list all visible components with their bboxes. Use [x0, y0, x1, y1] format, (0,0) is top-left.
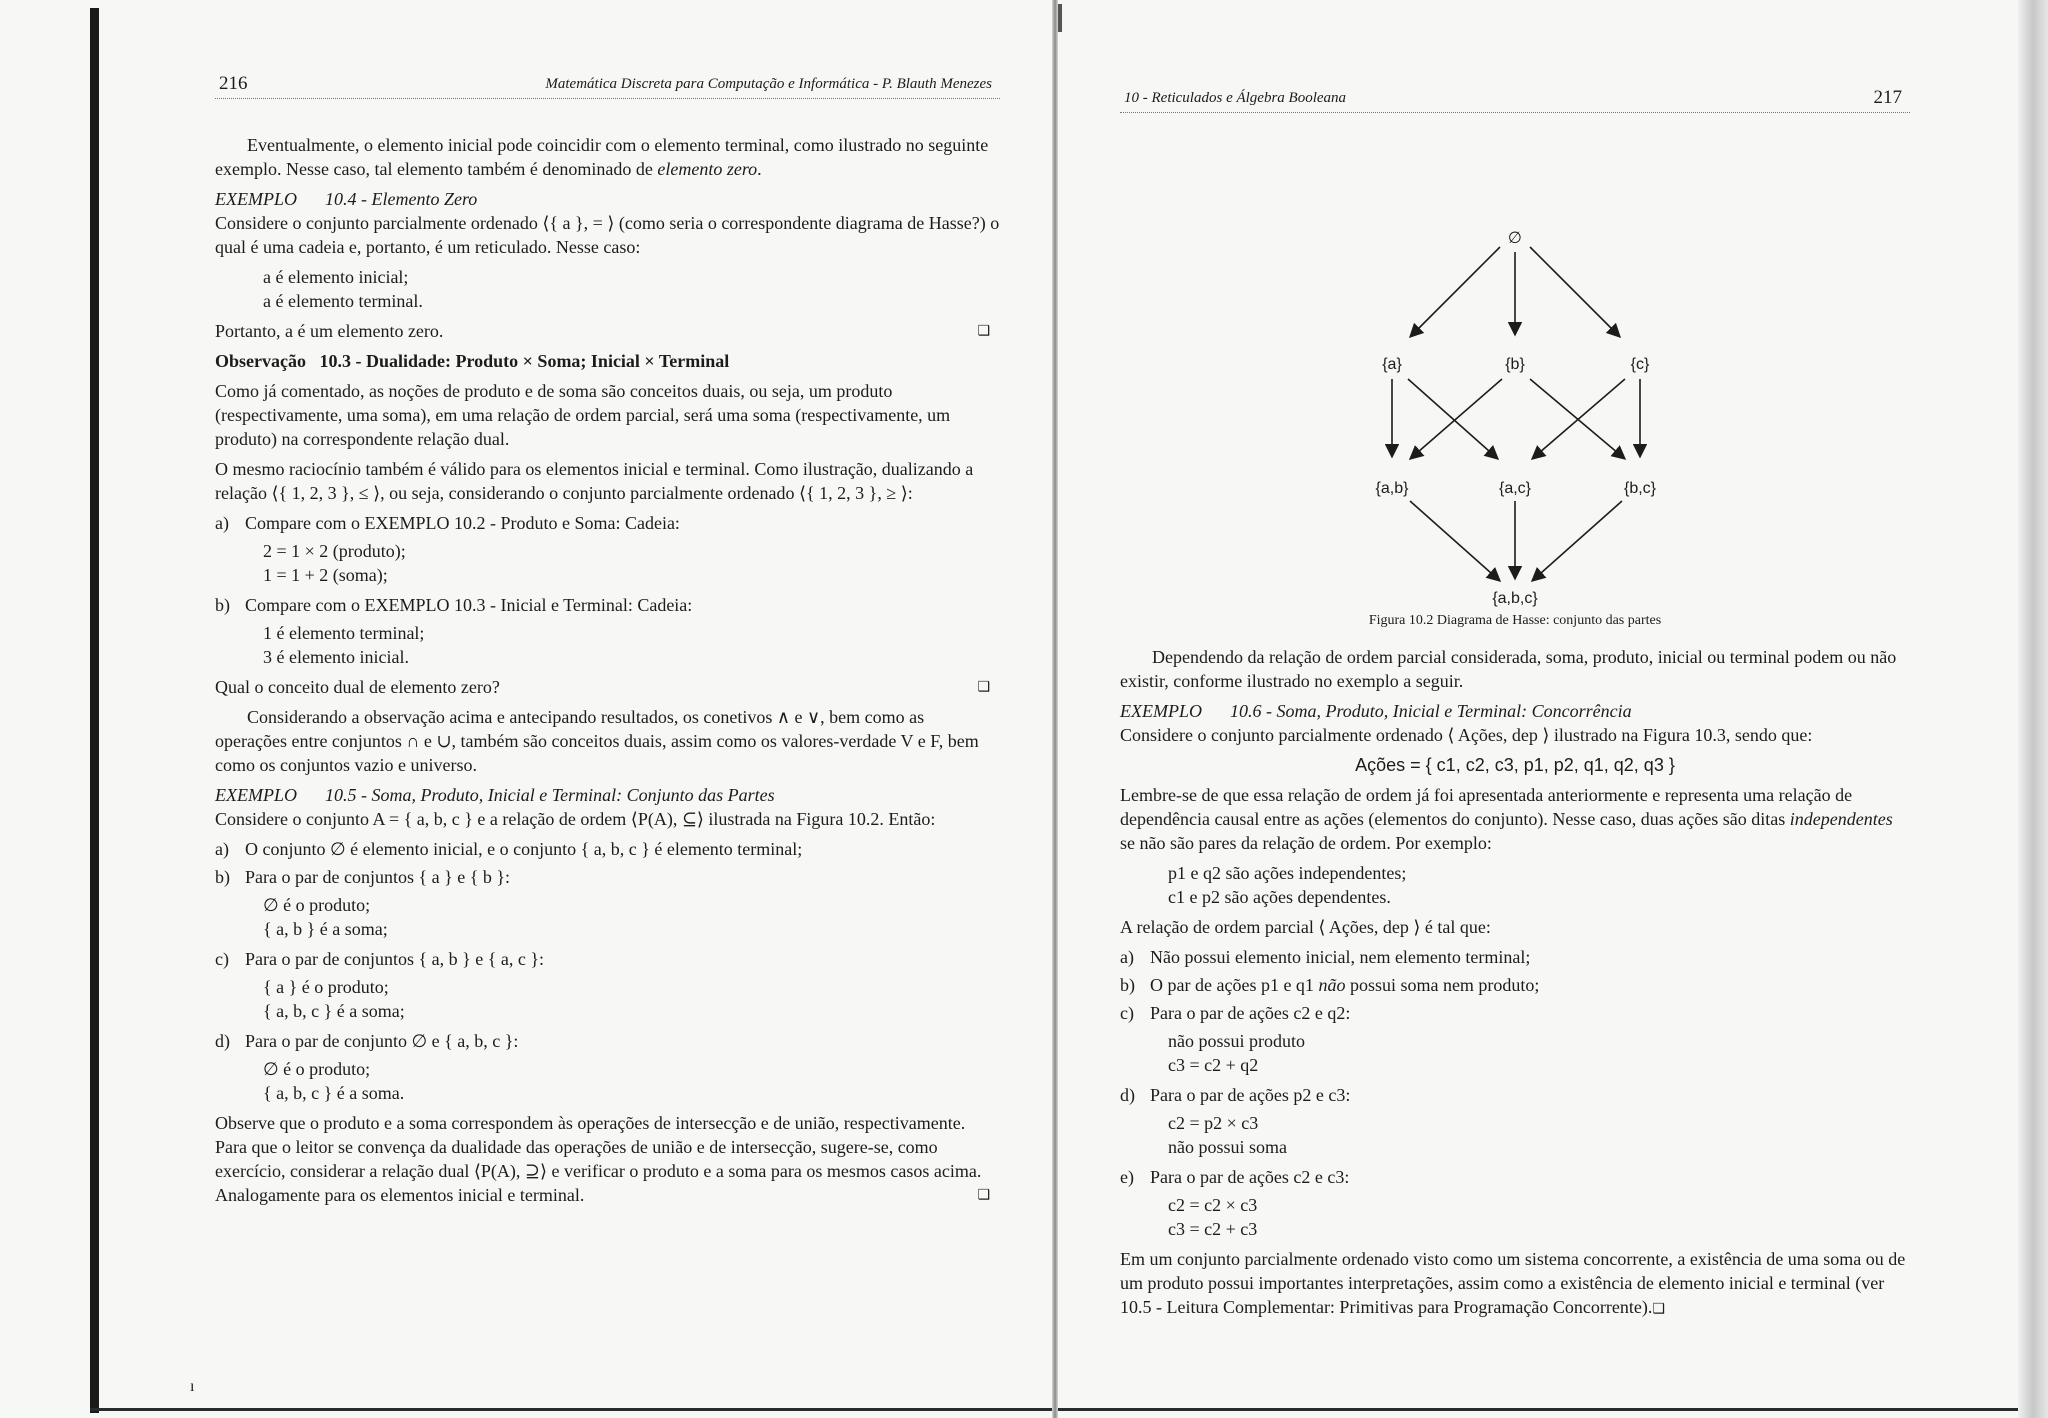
- end-of-example-icon: ❑: [977, 679, 990, 695]
- list-item: e) Para o par de ações c2 e c3:: [1120, 1167, 1350, 1187]
- body-paragraph: Lembre-se de que essa relação de ordem já foi apresentada anteriormente e representa uma relação de dependência causal entre as ações (elementos do conjunto). Nesse caso, duas ações são ditas independentes se não são pares da relação de ordem. Por exemplo:: [1120, 785, 1893, 853]
- list-item: a) Compare com o EXEMPLO 10.2 - Produto e Soma: Cadeia:: [215, 513, 680, 533]
- edge-ab-abc: [1410, 501, 1500, 581]
- page-bottom-shadow: [90, 1408, 2040, 1411]
- book-gutter: [1052, 0, 1058, 1418]
- question: ❑ Qual o conceito dual de elemento zero?: [215, 677, 990, 697]
- list-item: b) Compare com o EXEMPLO 10.3 - Inicial e Terminal: Cadeia:: [215, 595, 693, 615]
- example-items: [215, 265, 1000, 313]
- example-text: Considere o conjunto parcialmente ordenado ⟨ Ações, dep ⟩ ilustrado na Figura 10.3, sendo que:: [1120, 725, 1813, 745]
- running-title: 10 - Reticulados e Álgebra Booleana: [1124, 90, 1347, 106]
- edge-empty-c: [1530, 247, 1620, 337]
- list-item: c2 = c2 × c3: [1168, 1195, 1258, 1215]
- node-c: {c}: [1630, 356, 1650, 373]
- list-item: c3 = c2 + c3: [1168, 1219, 1258, 1239]
- emphasis: elemento zero: [657, 159, 758, 179]
- edge-a-ac: [1408, 379, 1498, 459]
- example-items: [215, 539, 1000, 587]
- example-items: [215, 1057, 1000, 1105]
- example-text: Considere o conjunto parcialmente ordenado ⟨{ a }, = ⟩ (como seria o correspondente diagrama de Hasse?) o qual é uma cadeia e, portanto, é um reticulado. Nesse caso:: [215, 213, 1000, 257]
- list-item: d) Para o par de ações p2 e c3:: [1120, 1085, 1351, 1105]
- list-item: { a } é o produto;: [263, 977, 389, 997]
- example-items: [215, 975, 1000, 1023]
- node-b: {b}: [1505, 356, 1525, 373]
- end-of-example-icon: ❑: [977, 323, 990, 339]
- page-edge-right: [2018, 0, 2048, 1418]
- list-item: { a, b, c } é a soma.: [263, 1083, 405, 1103]
- edge-bc-abc: [1532, 501, 1622, 581]
- end-of-example-icon: ❑: [977, 1187, 990, 1203]
- list-item: d) Para o par de conjunto ∅ e { a, b, c }:: [215, 1031, 519, 1051]
- example-items: [1120, 861, 1910, 909]
- example-heading: EXEMPLO 10.5 - Soma, Produto, Inicial e Terminal: Conjunto das Partes: [215, 785, 775, 805]
- example-items: [215, 893, 1000, 941]
- observation-paragraph: Como já comentado, as noções de produto e de soma são conceitos duais, ou seja, um produto (respectivamente, uma soma), em uma relação de ordem parcial, será uma soma (respectivamente, um produto) na correspondente relação dual.: [215, 381, 951, 449]
- set-definition: Ações = { c1, c2, c3, p1, p2, q1, q2, q3 }: [1355, 755, 1675, 775]
- list-item: não possui produto: [1168, 1031, 1305, 1051]
- example-conclusion: ❑ Portanto, a é um elemento zero.: [215, 321, 990, 341]
- figure-caption: Figura 10.2 Diagrama de Hasse: conjunto das partes: [1368, 613, 1662, 628]
- list-item: c) Para o par de conjuntos { a, b } e { a, c }:: [215, 949, 544, 969]
- emphasis: independentes: [1789, 809, 1893, 829]
- list-item: não possui soma: [1168, 1137, 1287, 1157]
- node-abc: {a,b,c}: [1492, 590, 1538, 607]
- gutter-mark: [1058, 4, 1062, 32]
- list-item: 1 = 1 + 2 (soma);: [263, 565, 388, 585]
- hasse-diagram: [1120, 139, 1910, 609]
- list-item: { a, b, c } é a soma;: [263, 1001, 405, 1021]
- list-item: b) Para o par de conjuntos { a } e { b }:: [215, 867, 510, 887]
- example-items: [1120, 1029, 1910, 1077]
- example-heading: EXEMPLO 10.4 - Elemento Zero: [215, 189, 478, 209]
- body-paragraph: Considerando a observação acima e antecipando resultados, os conetivos ∧ e ∨, bem como as operações entre conjuntos ∩ e ∪, também são conceitos duais, assim como os valores-verdade V e F, bem como os conjuntos vazio e universo.: [215, 707, 979, 775]
- right-page: [1120, 82, 1910, 1327]
- list-item: 3 é elemento inicial.: [263, 647, 409, 667]
- closing-paragraph: Observe que o produto e a soma correspondem às operações de intersecção e de união, respectivamente. Para que o leitor se convença da dualidade das operações de união e de intersecção, sugere-se, como exercício, considerar a relação dual ⟨P(A), ⊇⟩ e verificar o produto e a soma para os mesmos casos acima. Analogamente para os elementos inicial e terminal. ❑: [215, 1113, 990, 1205]
- list-item: a) O conjunto ∅ é elemento inicial, e o conjunto { a, b, c } é elemento terminal;: [215, 839, 803, 859]
- intro-paragraph: Eventualmente, o elemento inicial pode coincidir com o elemento terminal, como ilustrado no seguinte exemplo. Nesse caso, tal elemento também é denominado de elemento zero.: [215, 135, 989, 179]
- list-item: { a, b } é a soma;: [263, 919, 388, 939]
- body-paragraph: A relação de ordem parcial ⟨ Ações, dep ⟩ é tal que:: [1120, 917, 1491, 937]
- list-item: p1 e q2 são ações independentes;: [1168, 863, 1407, 883]
- list-item: 2 = 1 × 2 (produto);: [263, 541, 406, 561]
- edge-b-ab: [1410, 379, 1502, 459]
- edge-empty-a: [1410, 247, 1500, 337]
- left-page: [215, 68, 1000, 1213]
- node-ab: {a,b}: [1375, 480, 1409, 497]
- node-bc: {b,c}: [1623, 480, 1657, 497]
- list-item: a é elemento terminal.: [263, 291, 423, 311]
- node-ac: {a,c}: [1498, 480, 1532, 497]
- node-empty: ∅: [1508, 230, 1522, 247]
- list-item: 1 é elemento terminal;: [263, 623, 425, 643]
- end-of-example-icon: ❑: [1652, 1301, 1665, 1317]
- list-item: ∅ é o produto;: [263, 895, 371, 915]
- example-heading: EXEMPLO 10.6 - Soma, Produto, Inicial e Terminal: Concorrência: [1120, 701, 1632, 721]
- stray-mark: ı: [190, 1378, 195, 1395]
- page-shadow-left: [90, 8, 99, 1413]
- body-paragraph: Dependendo da relação de ordem parcial considerada, soma, produto, inicial ou terminal podem ou não existir, conforme ilustrado no exemplo a seguir.: [1120, 647, 1897, 691]
- running-title: Matemática Discreta para Computação e Informática - P. Blauth Menezes: [545, 76, 992, 92]
- node-a: {a}: [1382, 356, 1402, 373]
- example-items: [1120, 1111, 1910, 1159]
- page-number: 216: [219, 73, 248, 94]
- example-items: [1120, 1193, 1910, 1241]
- diagram-edges: [1392, 247, 1640, 581]
- right-page-header: [1120, 82, 1910, 113]
- list-item: ∅ é o produto;: [263, 1059, 371, 1079]
- list-item: b) O par de ações p1 e q1 não possui soma nem produto;: [1120, 975, 1540, 995]
- example-items: [215, 621, 1000, 669]
- hasse-diagram-svg: [1120, 139, 1910, 609]
- page-number: 217: [1873, 87, 1902, 108]
- observation-heading: Observação 10.3 - Dualidade: Produto × Soma; Inicial × Terminal: [215, 351, 730, 371]
- list-item: c1 e p2 são ações dependentes.: [1168, 887, 1391, 907]
- left-page-header: [215, 68, 1000, 99]
- observation-paragraph: O mesmo raciocínio também é válido para os elementos inicial e terminal. Como ilustração, dualizando a relação ⟨{ 1, 2, 3 }, ≤ ⟩, ou seja, considerando o conjunto parcialmente ordenado ⟨{ 1, 2, 3 }, ≥ ⟩:: [215, 459, 974, 503]
- example-text: Considere o conjunto A = { a, b, c } e a relação de ordem ⟨P(A), ⊆⟩ ilustrada na Figura 10.2. Então:: [215, 809, 936, 829]
- list-item: a é elemento inicial;: [263, 267, 409, 287]
- list-item: c3 = c2 + q2: [1168, 1055, 1259, 1075]
- list-item: a) Não possui elemento inicial, nem elemento terminal;: [1120, 947, 1531, 967]
- closing-paragraph: Em um conjunto parcialmente ordenado visto como um sistema concorrente, a existência de uma soma ou de um produto possui importantes interpretações, assim como a existência de elemento inicial e terminal (ver 10.5 - Leitura Complementar: Primitivas para Programação Concorrente).❑: [1120, 1249, 1906, 1317]
- list-item: c2 = p2 × c3: [1168, 1113, 1259, 1133]
- list-item: c) Para o par de ações c2 e q2:: [1120, 1003, 1351, 1023]
